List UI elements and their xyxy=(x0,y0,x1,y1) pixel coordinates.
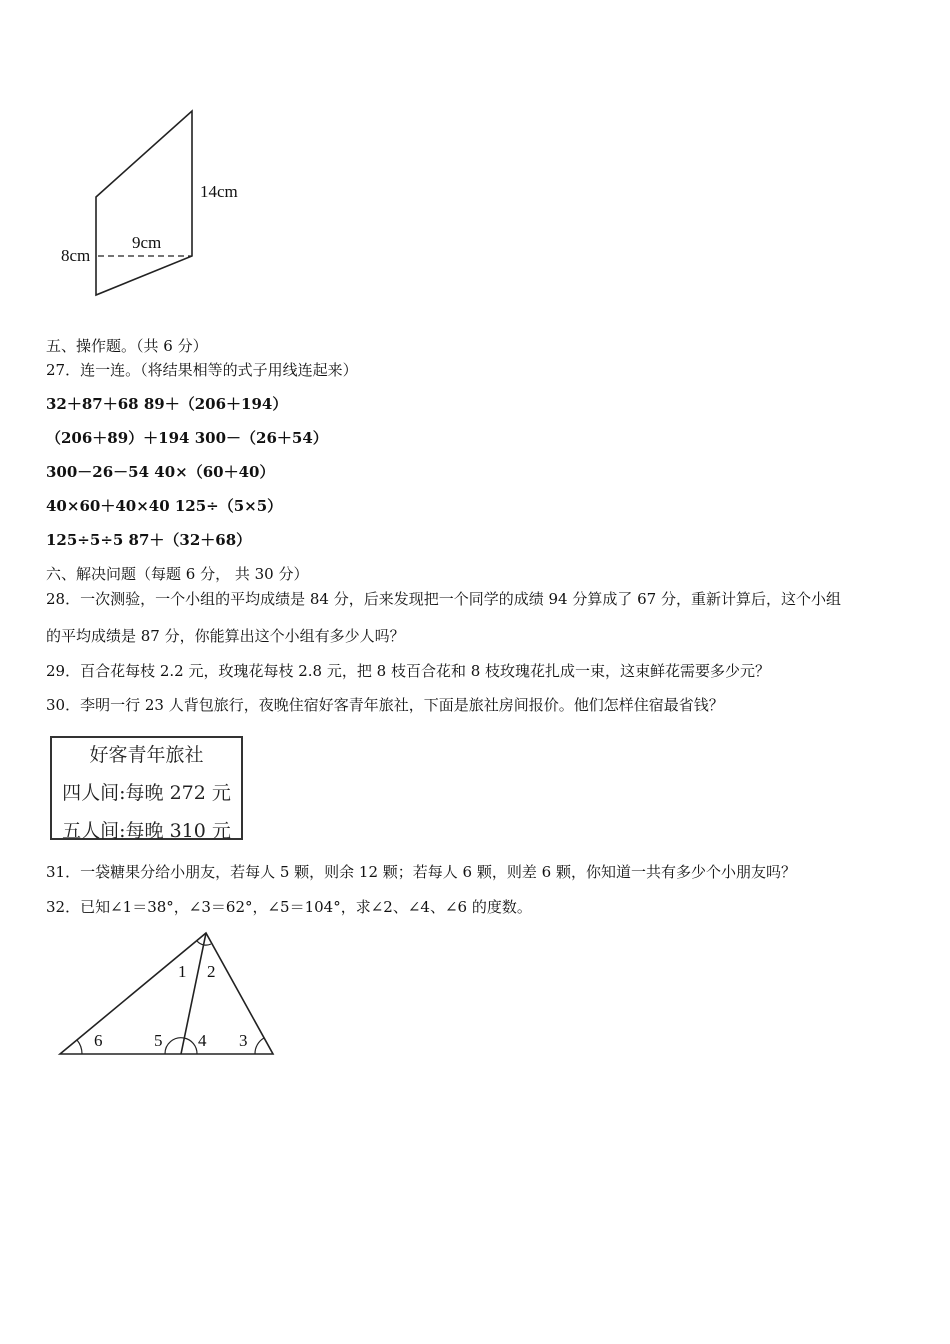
q28-line-2: 的平均成绩是 87 分，你能算出这个小组有多少人吗？ xyxy=(46,627,405,645)
angle-label-5: 5 xyxy=(154,1031,163,1050)
parallelogram-shape xyxy=(96,111,192,295)
angle-arc-3 xyxy=(255,1038,264,1054)
angle-arc-2 xyxy=(204,944,211,945)
side-label-14cm: 14cm xyxy=(200,182,238,201)
angle-label-4: 4 xyxy=(198,1031,207,1050)
q27-row-4: 40×60＋40×40 125÷（5×5） xyxy=(46,497,283,515)
five-person-room-price: 五人间:每晚 310 元 xyxy=(62,820,231,842)
q27-row-3: 300－26－54 40×（60＋40） xyxy=(46,463,275,481)
section6-heading: 六、解决问题（每题 6 分， 共 30 分） xyxy=(46,565,309,583)
q27-prompt: 27．连一连。（将结果相等的式子用线连起来） xyxy=(46,361,358,379)
section5-heading: 五、操作题。（共 6 分） xyxy=(46,337,208,355)
angle-label-1: 1 xyxy=(178,962,187,981)
parallelogram-figure xyxy=(50,100,270,305)
angle-arc-1 xyxy=(197,941,204,945)
q27-row-5: 125÷5÷5 87＋（32＋68） xyxy=(46,531,252,549)
hostel-name: 好客青年旅社 xyxy=(89,744,204,766)
four-person-room-price: 四人间:每晚 272 元 xyxy=(62,782,231,804)
q32-text: 32．已知∠1＝38°，∠3＝62°，∠5＝104°，求∠2、∠4、∠6 的度数。 xyxy=(46,898,532,916)
angle-label-3: 3 xyxy=(239,1031,248,1050)
q30-text: 30．李明一行 23 人背包旅行，夜晚住宿好客青年旅社，下面是旅社房间报价。他们怎样住宿最省钱？ xyxy=(46,696,724,714)
q29-text: 29．百合花每枝 2.2 元，玫瑰花每枝 2.8 元，把 8 枝百合花和 8 枝玫瑰花扎成一束，这束鲜花需要多少元？ xyxy=(46,662,771,680)
angle-label-2: 2 xyxy=(207,962,216,981)
height-label-8cm: 8cm xyxy=(61,246,91,265)
angle-label-6: 6 xyxy=(94,1031,103,1050)
triangle-angles-figure xyxy=(50,925,290,1065)
q28-line-1: 28．一次测验，一个小组的平均成绩是 84 分，后来发现把一个同学的成绩 94 分算成了 67 分，重新计算后，这个小组 xyxy=(46,590,841,608)
hostel-price-sign xyxy=(50,736,243,840)
angle-arc-6 xyxy=(77,1040,82,1054)
q31-text: 31．一袋糖果分给小朋友，若每人 5 颗，则余 12 颗；若每人 6 颗，则差 6 颗，你知道一共有多少个小朋友吗？ xyxy=(46,863,796,881)
q27-row-1: 32＋87＋68 89＋（206＋194） xyxy=(46,395,288,413)
q27-row-2: （206＋89）＋194 300－（26＋54） xyxy=(46,429,328,447)
angle-arc-4 xyxy=(184,1038,197,1054)
base-label-9cm: 9cm xyxy=(132,233,162,252)
